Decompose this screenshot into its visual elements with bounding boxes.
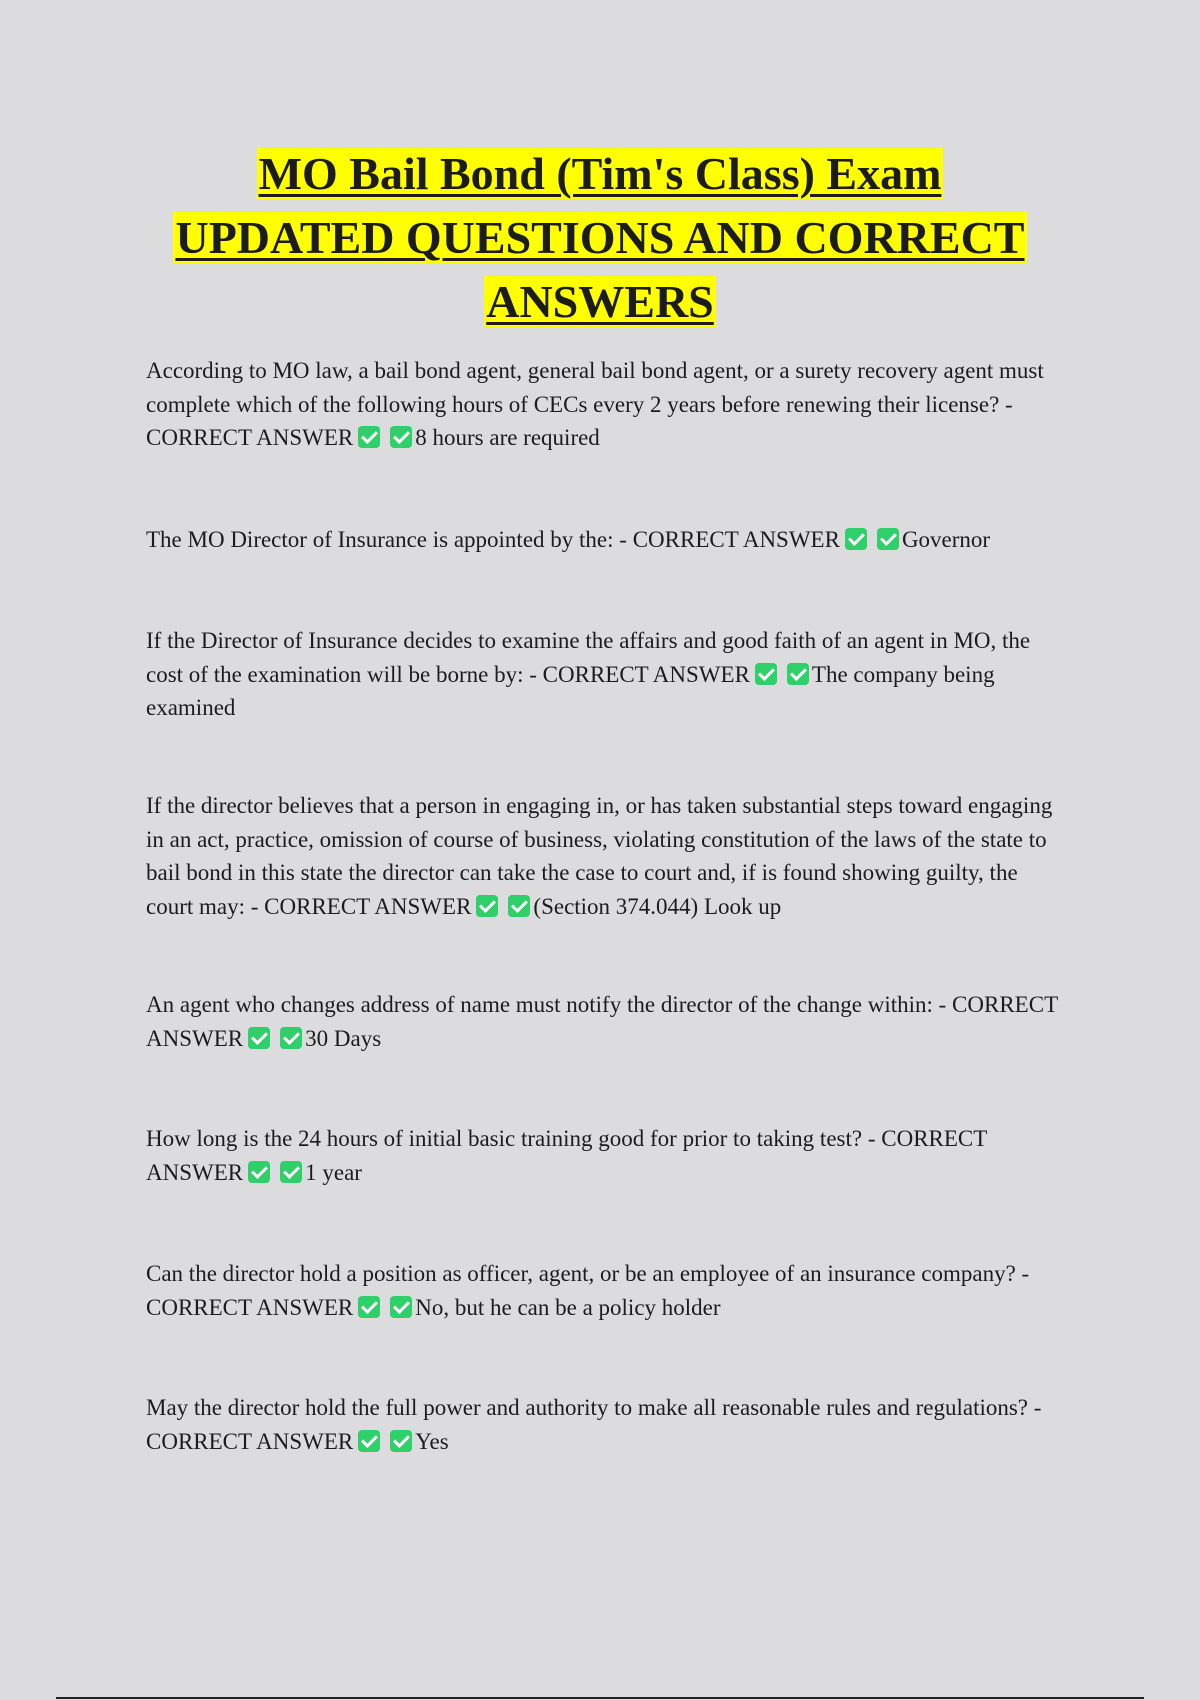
answer-text: (Section 374.044) Look up — [533, 893, 782, 919]
green-checkbox-icon — [280, 1161, 302, 1183]
answer-text: 8 hours are required — [415, 425, 600, 450]
green-checkbox-icon — [280, 1027, 302, 1049]
green-checkbox-icon — [358, 1430, 380, 1452]
green-checkbox-icon — [508, 895, 530, 917]
correct-answer-label: - CORRECT ANSWER — [619, 527, 840, 552]
answer-text: No, but he can be a policy holder — [415, 1294, 721, 1320]
question-text: If the director believes that a person in engaging in, or has taken substantial steps toward engaging in an act, practice, omission of course of business, violating constitution of the laws of the state to bail bond in this state the director can take the case to court and, if is found showing guilty, the court may: — [146, 793, 1053, 919]
question-text: May the director hold the full power and authority to make all reasonable rules and regulations? — [146, 1395, 1029, 1420]
green-checkbox-icon — [476, 895, 498, 917]
green-checkbox-icon — [845, 528, 867, 550]
green-checkbox-icon — [390, 1430, 412, 1452]
question-text: An agent who changes address of name must notify the director of the change within: — [146, 992, 933, 1017]
green-checkbox-icon — [390, 426, 412, 448]
title-line: MO Bail Bond (Tim's Class) Exam — [258, 148, 942, 199]
correct-answer-label: - CORRECT ANSWER — [146, 1261, 1030, 1320]
green-checkbox-icon — [787, 663, 809, 685]
answer-text: 1 year — [305, 1159, 362, 1185]
correct-answer-label: - CORRECT ANSWER — [146, 1395, 1042, 1454]
green-checkbox-icon — [877, 528, 899, 550]
qa-item — [146, 523, 1066, 557]
green-checkbox-icon — [248, 1161, 270, 1183]
green-checkbox-icon — [390, 1296, 412, 1318]
answer-text: Yes — [415, 1428, 449, 1454]
answer-text: Governor — [901, 527, 991, 552]
qa-item — [146, 789, 1066, 923]
qa-item — [146, 988, 1066, 1055]
correct-answer-label: - CORRECT ANSWER — [146, 1126, 987, 1185]
correct-answer-label: - CORRECT ANSWER — [146, 992, 1058, 1051]
correct-answer-label: - CORRECT ANSWER — [146, 391, 1013, 450]
qa-item — [146, 354, 1066, 455]
answer-text: 30 Days — [305, 1025, 382, 1051]
question-text: Can the director hold a position as officer, agent, or be an employee of an insurance company? — [146, 1261, 1016, 1286]
title-line: UPDATED QUESTIONS AND CORRECT — [175, 212, 1025, 263]
page-bottom-rule — [56, 1697, 1144, 1699]
title-line: ANSWERS — [486, 276, 714, 327]
qa-item — [146, 1257, 1066, 1324]
question-text: According to MO law, a bail bond agent, general bail bond agent, or a surety recovery agent must complete which of the following hours of CECs every 2 years before renewing their license? — [146, 358, 1044, 417]
question-text: The MO Director of Insurance is appointed by the: — [146, 527, 614, 552]
green-checkbox-icon — [248, 1027, 270, 1049]
document-title — [100, 142, 1100, 334]
qa-item — [146, 624, 1066, 725]
qa-item — [146, 1122, 1066, 1189]
green-checkbox-icon — [755, 663, 777, 685]
question-text: If the Director of Insurance decides to examine the affairs and good faith of an agent in MO, the cost of the examination will be borne by: — [146, 628, 1031, 687]
green-checkbox-icon — [358, 1296, 380, 1318]
question-text: How long is the 24 hours of initial basic training good for prior to taking test? — [146, 1126, 863, 1151]
correct-answer-label: - CORRECT ANSWER — [250, 893, 472, 919]
answer-text: The company being examined — [146, 661, 995, 720]
green-checkbox-icon — [358, 426, 380, 448]
correct-answer-label: - CORRECT ANSWER — [529, 661, 750, 687]
qa-item — [146, 1391, 1066, 1458]
